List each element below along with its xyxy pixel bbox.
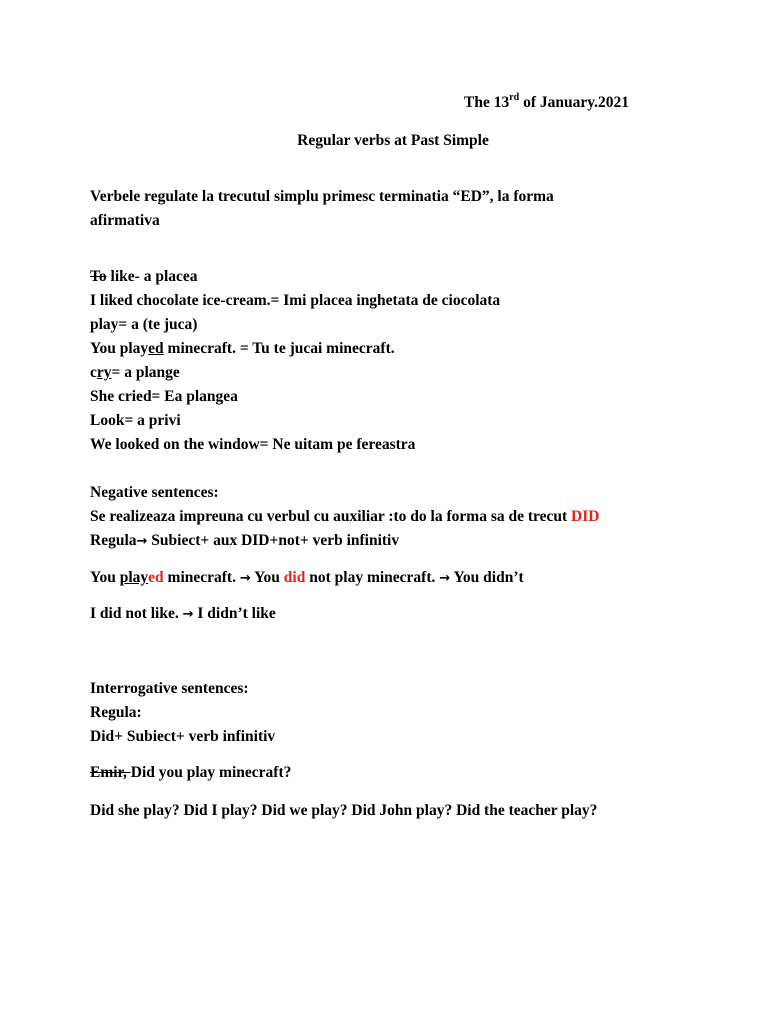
rule-text: Subiect+ aux DID+not+ verb infinitiv — [147, 532, 400, 549]
example-text: Did you play minecraft? — [130, 764, 292, 781]
example-text: You didn’t — [450, 569, 524, 586]
example-text: like- a placea — [106, 268, 198, 285]
interrogative-section — [90, 677, 275, 749]
highlight-ending: ed — [148, 569, 164, 586]
example-text: I didn’t like — [193, 605, 276, 622]
section-heading: Negative sentences: — [90, 484, 219, 501]
example-text: minecraft. — [163, 569, 240, 586]
example-line — [90, 361, 500, 385]
example-text: You play — [90, 340, 149, 357]
example-text: not play minecraft. — [305, 569, 440, 586]
arrow-right-icon: → — [239, 571, 251, 586]
example-line — [90, 337, 500, 361]
example-line: We looked on the window= Ne uitam pe fereastra — [90, 436, 416, 453]
struck-text: To — [90, 268, 107, 285]
rule-formula: Did+ Subiect+ verb infinitiv — [90, 728, 276, 745]
intro-paragraph — [90, 185, 554, 233]
date-line — [464, 94, 629, 112]
example-line: play= a (te juca) — [90, 316, 198, 333]
explanation-text: Se realizeaza impreuna cu verbul cu auxiliar :to do la forma sa de trecut — [90, 508, 572, 525]
example-line: I liked chocolate ice-cream.= Imi placea inghetata de ciocolata — [90, 292, 501, 309]
page-title: Regular verbs at Past Simple — [297, 132, 489, 149]
interrogative-example-2: Did she play? Did I play? Did we play? Did John play? Did the teacher play? — [90, 802, 598, 819]
interrogative-example-1 — [90, 761, 291, 785]
rule-label: Regula: — [90, 704, 142, 721]
underlined-ending: ed — [148, 340, 164, 357]
example-text: = a plange — [111, 364, 180, 381]
example-line: Look= a privi — [90, 412, 181, 429]
date-text: The 13 — [464, 94, 510, 111]
negative-section — [90, 481, 599, 554]
struck-text: Emir, — [90, 764, 131, 781]
arrow-right-icon: → — [439, 571, 451, 586]
example-text: c — [90, 364, 97, 381]
example-line — [90, 265, 500, 289]
date-superscript: rd — [509, 92, 520, 103]
underlined-verb: play — [119, 569, 149, 586]
highlight-did: did — [283, 569, 306, 586]
arrow-right-icon: → — [136, 534, 148, 549]
negative-example-2 — [90, 602, 276, 627]
example-text: You — [90, 569, 120, 586]
negative-rule — [90, 529, 599, 554]
example-line: She cried= Ea plangea — [90, 388, 238, 405]
underlined-ending: ry — [96, 364, 112, 381]
highlight-did: DID — [571, 508, 600, 525]
arrow-right-icon: → — [182, 607, 194, 622]
negative-example-1 — [90, 566, 524, 591]
affirmative-examples — [90, 265, 500, 457]
section-heading: Interrogative sentences: — [90, 680, 249, 697]
rule-label: Regula — [90, 532, 137, 549]
example-text: You — [250, 569, 284, 586]
example-text: minecraft. = Tu te jucai minecraft. — [163, 340, 395, 357]
intro-line: afirmativa — [90, 212, 160, 229]
example-text: I did not like. — [90, 605, 183, 622]
date-text-rest: of January.2021 — [519, 94, 630, 111]
negative-explanation — [90, 505, 599, 529]
intro-line: Verbele regulate la trecutul simplu primesc terminatia “ED”, la forma — [90, 188, 554, 205]
